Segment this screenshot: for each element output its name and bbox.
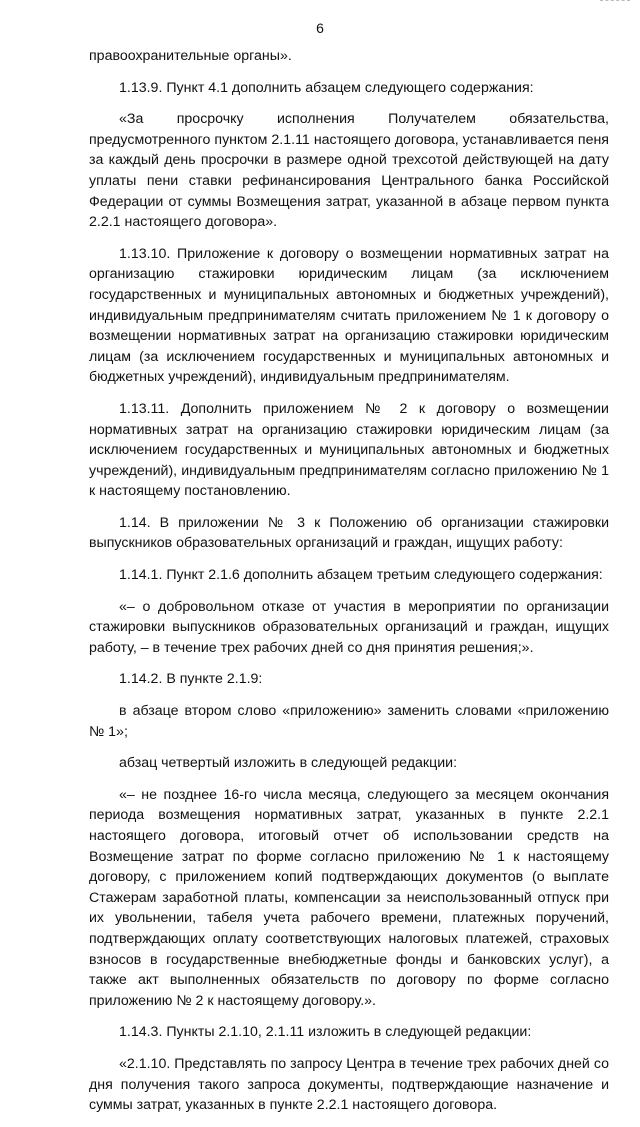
- paragraph-report-quote: «– не позднее 16-го числа месяца, следующего за месяцем окончания периода возмещения нормативных затрат, указанных в пункте 2.2.1 настоящего договора, итоговый отчет об использовании средств на Возмещение затрат по форме согласно приложению № 1 к настоящему договору, с приложением копий подтверждающих документов (о выплате Стажерам заработной платы, компенсации за неиспользованный отпуск при их увольнении, табеля учета рабочего времени, платежных поручений, подтверждающих оплату соответствующих налоговых платежей, страховых взносов в государственные внебюджетные фонды и банковских услуг), а также акт выполненных обязательств по договору по форме согласно приложению № 2 к настоящему договору.».: [89, 786, 609, 1009]
- paragraph-continuation: правоохранительные органы».: [89, 48, 292, 64]
- paragraph-1-13-9: 1.13.9. Пункт 4.1 дополнить абзацем следующего содержания:: [119, 79, 534, 96]
- paragraph-fourth-abzac: абзац четвертый изложить в следующей редакции:: [119, 755, 458, 772]
- paragraph-1-14-2: 1.14.2. В пункте 2.1.9:: [119, 671, 263, 688]
- paragraph-2-1-10-quote: «2.1.10. Представлять по запросу Центра в течение трех рабочих дней со дня получения такого запроса документы, подтверждающие назначение и суммы затрат, указанных в пункте 2.2.1 настоящего договора.: [89, 1055, 609, 1114]
- paragraph-1-14-1: 1.14.1. Пункт 2.1.6 дополнить абзацем третьим следующего содержания:: [119, 567, 603, 584]
- paragraph-replace-word: в абзаце втором слово «приложению» заменить словами «приложению № 1»;: [89, 703, 609, 740]
- paragraph-1-13-10: 1.13.10. Приложение к договору о возмещении нормативных затрат на организацию стажировки юридическим лицам (за исключением государственных и муниципальных автономных и бюджетных учреждений), индивидуальным предпринимателям считать приложением № 1 к договору о возмещении нормативных затрат на организацию стажировки юридическим лицам (за исключением государственных и муниципальных автономных и бюджетных учреждений), индивидуальным предпринимателям.: [89, 245, 609, 386]
- paragraph-1-13-11: 1.13.11. Дополнить приложением № 2 к договору о возмещении нормативных затрат на организацию стажировки юридическим лицам (за исключением государственных и муниципальных автономных и бюджетных учреждений), индивидуальным предпринимателям согласно приложению № 1 к настоящему постановлению.: [89, 400, 609, 500]
- document-body: [89, 46, 609, 1127]
- paragraph-1-14-3: 1.14.3. Пункты 2.1.10, 2.1.11 изложить в следующей редакции:: [119, 1024, 532, 1041]
- paragraph-1-14: 1.14. В приложении № 3 к Положению об организации стажировки выпускников образовательных организаций и граждан, ищущих работу:: [89, 514, 609, 552]
- paragraph-penalty-quote: «За просрочку исполнения Получателем обязательства, предусмотренного пунктом 2.1.11 настоящего договора, устанавливается пеня за каждый день просрочки в размере одной трехсотой действующей на дату уплаты пени ставки рефинансирования Центрального банка Российской Федерации от суммы Возмещения затрат, указанной в абзаце первом пункта 2.2.1 настоящего договора».: [89, 111, 609, 231]
- scan-edge-mark: [600, 0, 630, 2]
- paragraph-refusal-quote: «– о добровольном отказе от участия в мероприятии по организации стажировки выпускников образовательных организаций и граждан, ищущих работу, – в течение трех рабочих дней со дня принятия решения;».: [89, 598, 609, 656]
- page-number: 6: [316, 20, 324, 36]
